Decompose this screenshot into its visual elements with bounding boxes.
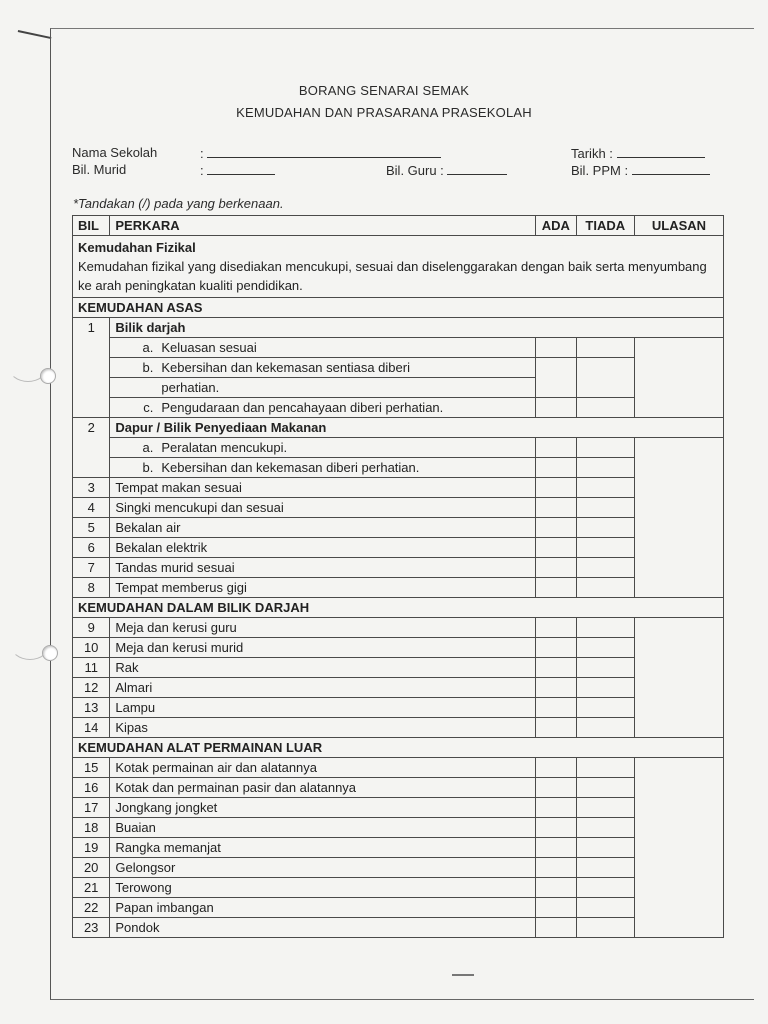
checkbox-tiada[interactable]: [576, 398, 634, 418]
table-row: [73, 338, 724, 358]
row-bil: 9: [73, 618, 110, 638]
field-bil-murid-value[interactable]: [200, 162, 275, 178]
form-subtitle: KEMUDAHAN DAN PRASARANA PRASEKOLAH: [236, 105, 532, 120]
row-text: Tandas murid sesuai: [110, 558, 536, 578]
row-bil: 17: [73, 798, 110, 818]
table-row: [73, 898, 724, 918]
header-ada: ADA: [535, 216, 576, 236]
checkbox-ada[interactable]: [535, 798, 576, 818]
intro-text: Kemudahan fizikal yang disediakan mencukupi, sesuai dan diselenggarakan dengan baik serta menyumbang ke arah peningkatan kualiti pendidikan.: [78, 259, 707, 293]
header-bil: BIL: [73, 216, 110, 236]
checkbox-tiada[interactable]: [576, 698, 634, 718]
row-bil: 19: [73, 838, 110, 858]
row-bil: 4: [73, 498, 110, 518]
row-bil: 13: [73, 698, 110, 718]
checkbox-tiada[interactable]: [576, 718, 634, 738]
checkbox-ada[interactable]: [535, 518, 576, 538]
ulasan-cell[interactable]: [634, 338, 723, 418]
group-title-bilik-darjah: Bilik darjah: [110, 318, 724, 338]
checkbox-tiada[interactable]: [576, 518, 634, 538]
table-row: [73, 818, 724, 838]
row-text: Lampu: [110, 698, 536, 718]
table-row: [73, 798, 724, 818]
nama-sekolah-blank[interactable]: [207, 145, 441, 158]
row-text: Rak: [110, 658, 536, 678]
table-row: [73, 558, 724, 578]
table-row: [73, 438, 724, 458]
checkbox-tiada[interactable]: [576, 838, 634, 858]
checkbox-ada[interactable]: [535, 338, 576, 358]
bil-guru-blank[interactable]: [447, 162, 507, 175]
ulasan-cell[interactable]: [634, 438, 723, 598]
row-text: Meja dan kerusi murid: [110, 638, 536, 658]
checkbox-ada[interactable]: [535, 578, 576, 598]
section-row: [73, 738, 724, 758]
table-row: [73, 618, 724, 638]
field-label: Bil. Murid: [72, 162, 127, 177]
checkbox-tiada[interactable]: [576, 538, 634, 558]
checkbox-tiada[interactable]: [576, 818, 634, 838]
checkbox-tiada[interactable]: [576, 798, 634, 818]
table-row: [73, 858, 724, 878]
table-row: [73, 538, 724, 558]
group-row: [73, 318, 724, 338]
row-bil: 6: [73, 538, 110, 558]
checkbox-tiada[interactable]: [576, 878, 634, 898]
corner-mark: [18, 30, 52, 39]
checkbox-ada[interactable]: [535, 858, 576, 878]
checkbox-ada[interactable]: [535, 438, 576, 458]
punch-hole: [42, 645, 58, 661]
row-bil: 1: [73, 318, 110, 418]
table-row: [73, 398, 724, 418]
row-bil: 12: [73, 678, 110, 698]
row-bil: 22: [73, 898, 110, 918]
table-row: [73, 578, 724, 598]
scan-mark: [452, 974, 474, 976]
checkbox-tiada[interactable]: [576, 638, 634, 658]
header-perkara: PERKARA: [110, 216, 536, 236]
row-bil: 10: [73, 638, 110, 658]
row-text: Kipas: [110, 718, 536, 738]
checkbox-tiada[interactable]: [576, 478, 634, 498]
checkbox-ada[interactable]: [535, 838, 576, 858]
table-row: [73, 718, 724, 738]
table-row: [73, 878, 724, 898]
row-text: Tempat makan sesuai: [110, 478, 536, 498]
checkbox-tiada[interactable]: [576, 898, 634, 918]
row-text: Jongkang jongket: [110, 798, 536, 818]
row-text: Singki mencukupi dan sesuai: [110, 498, 536, 518]
table-row: [73, 678, 724, 698]
checkbox-ada[interactable]: [535, 498, 576, 518]
checkbox-ada[interactable]: [535, 778, 576, 798]
checkbox-ada[interactable]: [535, 478, 576, 498]
section-row: [73, 298, 724, 318]
tarikh-blank[interactable]: [617, 145, 705, 158]
row-text: Buaian: [110, 818, 536, 838]
section-heading-bilik-darjah: KEMUDAHAN DALAM BILIK DARJAH: [73, 598, 724, 618]
field-bil-murid: [72, 162, 126, 177]
checkbox-ada[interactable]: [535, 618, 576, 638]
row-bil: 11: [73, 658, 110, 678]
table-row: [73, 638, 724, 658]
sub-item-text: b. Kebersihan dan kekemasan sentiasa diberi: [110, 358, 536, 378]
checkbox-ada[interactable]: [535, 758, 576, 778]
row-bil: 3: [73, 478, 110, 498]
table-row: [73, 918, 724, 938]
row-bil: 20: [73, 858, 110, 878]
row-text: Meja dan kerusi guru: [110, 618, 536, 638]
intro-row: [73, 236, 724, 298]
bil-murid-blank[interactable]: [207, 162, 275, 175]
checkbox-tiada[interactable]: [576, 858, 634, 878]
field-bil-guru[interactable]: [386, 162, 507, 178]
group-title-dapur: Dapur / Bilik Penyediaan Makanan: [110, 418, 724, 438]
row-bil: 2: [73, 418, 110, 478]
sub-item-text: a. Keluasan sesuai: [110, 338, 536, 358]
sub-item-continuation: perhatian.: [110, 378, 536, 398]
row-bil: 23: [73, 918, 110, 938]
header-ulasan: ULASAN: [634, 216, 723, 236]
table-row: [73, 838, 724, 858]
row-bil: 5: [73, 518, 110, 538]
checkbox-ada[interactable]: [535, 538, 576, 558]
row-text: Kotak dan permainan pasir dan alatannya: [110, 778, 536, 798]
checkbox-tiada[interactable]: [576, 918, 634, 938]
checkbox-tiada[interactable]: [576, 358, 634, 398]
checkbox-tiada[interactable]: [576, 778, 634, 798]
checkbox-tiada[interactable]: [576, 678, 634, 698]
table-header-row: [73, 216, 724, 236]
field-tarikh[interactable]: [571, 145, 705, 161]
table-row: [73, 518, 724, 538]
table-row: [73, 778, 724, 798]
row-bil: 14: [73, 718, 110, 738]
punch-hole: [40, 368, 56, 384]
checkbox-ada[interactable]: [535, 878, 576, 898]
row-text: Terowong: [110, 878, 536, 898]
checkbox-ada[interactable]: [535, 718, 576, 738]
row-text: Rangka memanjat: [110, 838, 536, 858]
row-bil: 18: [73, 818, 110, 838]
row-text: Bekalan air: [110, 518, 536, 538]
checkbox-ada[interactable]: [535, 458, 576, 478]
checkbox-tiada[interactable]: [576, 338, 634, 358]
field-nama-sekolah-value[interactable]: [200, 145, 441, 161]
header-tiada: TIADA: [576, 216, 634, 236]
checkbox-ada[interactable]: [535, 558, 576, 578]
checkbox-ada[interactable]: [535, 658, 576, 678]
field-label: Tarikh :: [571, 146, 613, 161]
intro-cell: [73, 236, 724, 298]
checkbox-tiada[interactable]: [576, 578, 634, 598]
row-text: Pondok: [110, 918, 536, 938]
section-row: [73, 598, 724, 618]
row-bil: 16: [73, 778, 110, 798]
row-bil: 7: [73, 558, 110, 578]
sub-item-text: b. Kebersihan dan kekemasan diberi perhatian.: [110, 458, 536, 478]
row-text: Almari: [110, 678, 536, 698]
sub-item-text: a. Peralatan mencukupi.: [110, 438, 536, 458]
checkbox-tiada[interactable]: [576, 458, 634, 478]
checklist-table: [72, 215, 724, 938]
checkbox-tiada[interactable]: [576, 618, 634, 638]
table-row: [73, 498, 724, 518]
checkbox-ada[interactable]: [535, 898, 576, 918]
row-bil: 21: [73, 878, 110, 898]
section-heading-alat-permainan: KEMUDAHAN ALAT PERMAINAN LUAR: [73, 738, 724, 758]
field-colon: :: [200, 163, 204, 178]
field-bil-ppm[interactable]: [571, 162, 710, 178]
checkbox-ada[interactable]: [535, 638, 576, 658]
field-label: Bil. Guru :: [386, 163, 444, 178]
checkbox-tiada[interactable]: [576, 438, 634, 458]
checkbox-tiada[interactable]: [576, 658, 634, 678]
checkbox-tiada[interactable]: [576, 558, 634, 578]
field-colon: :: [200, 146, 204, 161]
row-bil: 15: [73, 758, 110, 778]
field-nama-sekolah: [72, 145, 157, 160]
checkbox-ada[interactable]: [535, 918, 576, 938]
row-bil: 8: [73, 578, 110, 598]
instruction-note: *Tandakan (/) pada yang berkenaan.: [73, 196, 284, 211]
ulasan-cell[interactable]: [634, 618, 723, 738]
checkbox-ada[interactable]: [535, 698, 576, 718]
row-text: Tempat memberus gigi: [110, 578, 536, 598]
field-label: Bil. PPM :: [571, 163, 629, 178]
checkbox-tiada[interactable]: [576, 758, 634, 778]
group-row: [73, 418, 724, 438]
sub-item-text: c. Pengudaraan dan pencahayaan diberi perhatian.: [110, 398, 536, 418]
row-text: Bekalan elektrik: [110, 538, 536, 558]
checkbox-ada[interactable]: [535, 398, 576, 418]
field-label: Nama Sekolah: [72, 145, 158, 160]
bil-ppm-blank[interactable]: [632, 162, 710, 175]
checkbox-ada[interactable]: [535, 358, 576, 398]
table-row: [73, 658, 724, 678]
section-heading-asas: KEMUDAHAN ASAS: [73, 298, 724, 318]
intro-heading: Kemudahan Fizikal: [78, 240, 196, 255]
checkbox-ada[interactable]: [535, 678, 576, 698]
checkbox-tiada[interactable]: [576, 498, 634, 518]
table-row: [73, 478, 724, 498]
table-row: [73, 358, 724, 378]
table-row: [73, 758, 724, 778]
checkbox-ada[interactable]: [535, 818, 576, 838]
row-text: Papan imbangan: [110, 898, 536, 918]
form-title: BORANG SENARAI SEMAK: [298, 83, 470, 98]
table-row: [73, 458, 724, 478]
ulasan-cell[interactable]: [634, 758, 723, 938]
row-text: Gelongsor: [110, 858, 536, 878]
table-row: [73, 698, 724, 718]
row-text: Kotak permainan air dan alatannya: [110, 758, 536, 778]
